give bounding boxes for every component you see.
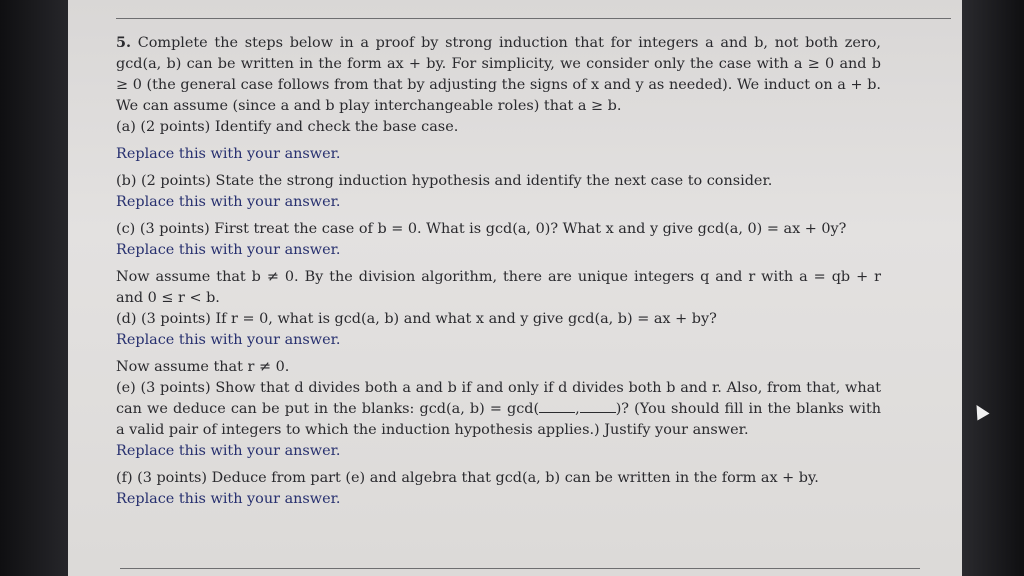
blank-separator: ,: [575, 401, 580, 417]
part-e-answer[interactable]: Replace this with your answer.: [116, 443, 341, 459]
part-a-prompt: (a) (2 points) Identify and check the base case.: [116, 119, 459, 135]
top-rule: [116, 18, 951, 19]
part-c-answer[interactable]: Replace this with your answer.: [116, 242, 341, 258]
part-d-answer[interactable]: Replace this with your answer.: [116, 332, 341, 348]
note-r-nonzero: Now assume that r ≠ 0.: [116, 359, 290, 375]
part-c-prompt: (c) (3 points) First treat the case of b = 0. What is gcd(a, 0)? What x and y give gcd(a, 0) = ax + 0y?: [116, 221, 847, 237]
part-b-prompt: (b) (2 points) State the strong induction hypothesis and identify the next case to consider.: [116, 173, 773, 189]
part-e-prompt-end: )? (You should fill in the blanks with a valid pair of integers to which the induction hypothesis applies.) Justify your answer.: [116, 401, 882, 438]
part-f-answer[interactable]: Replace this with your answer.: [116, 491, 341, 507]
part-b-answer[interactable]: Replace this with your answer.: [116, 194, 341, 210]
problem-number: 5.: [116, 34, 132, 51]
part-a-answer[interactable]: Replace this with your answer.: [116, 146, 341, 162]
bottom-rule: [120, 568, 920, 569]
part-e-prompt-start: (e) (3 points) Show that d divides both a and b if and only if d divides both b and r. Also, from that, what can we deduce can be put in the blanks: gcd(a, b) = gcd(: [116, 380, 881, 417]
problem-intro-text: Complete the steps below in a proof by strong induction that for integers a and b, not both zero, gcd(a, b) can be written in the form ax + by. For simplicity, we consider only the case with a ≥ 0 and b ≥ 0 (the general case follows from that by adjusting the signs of x and y as needed). We induct on a + b. We can assume (since a and b play interchangeable roles) that a ≥ b.: [116, 35, 881, 114]
part-f-prompt: (f) (3 points) Deduce from part (e) and algebra that gcd(a, b) can be written in the form ax + by.: [116, 470, 819, 486]
blank-first[interactable]: [539, 402, 575, 413]
monitor-bezel-left: [0, 0, 68, 576]
monitor-bezel-right: [962, 0, 1024, 576]
blank-second[interactable]: [580, 402, 616, 413]
problem-5: [116, 32, 881, 510]
note-b-nonzero: Now assume that b ≠ 0. By the division algorithm, there are unique integers q and r with a = qb + r and 0 ≤ r < b.: [116, 269, 881, 306]
part-d-prompt: (d) (3 points) If r = 0, what is gcd(a, b) and what x and y give gcd(a, b) = ax + by?: [116, 311, 717, 327]
problem-intro: [116, 32, 881, 117]
part-e-prompt: [116, 378, 881, 441]
document-page: [68, 0, 962, 576]
